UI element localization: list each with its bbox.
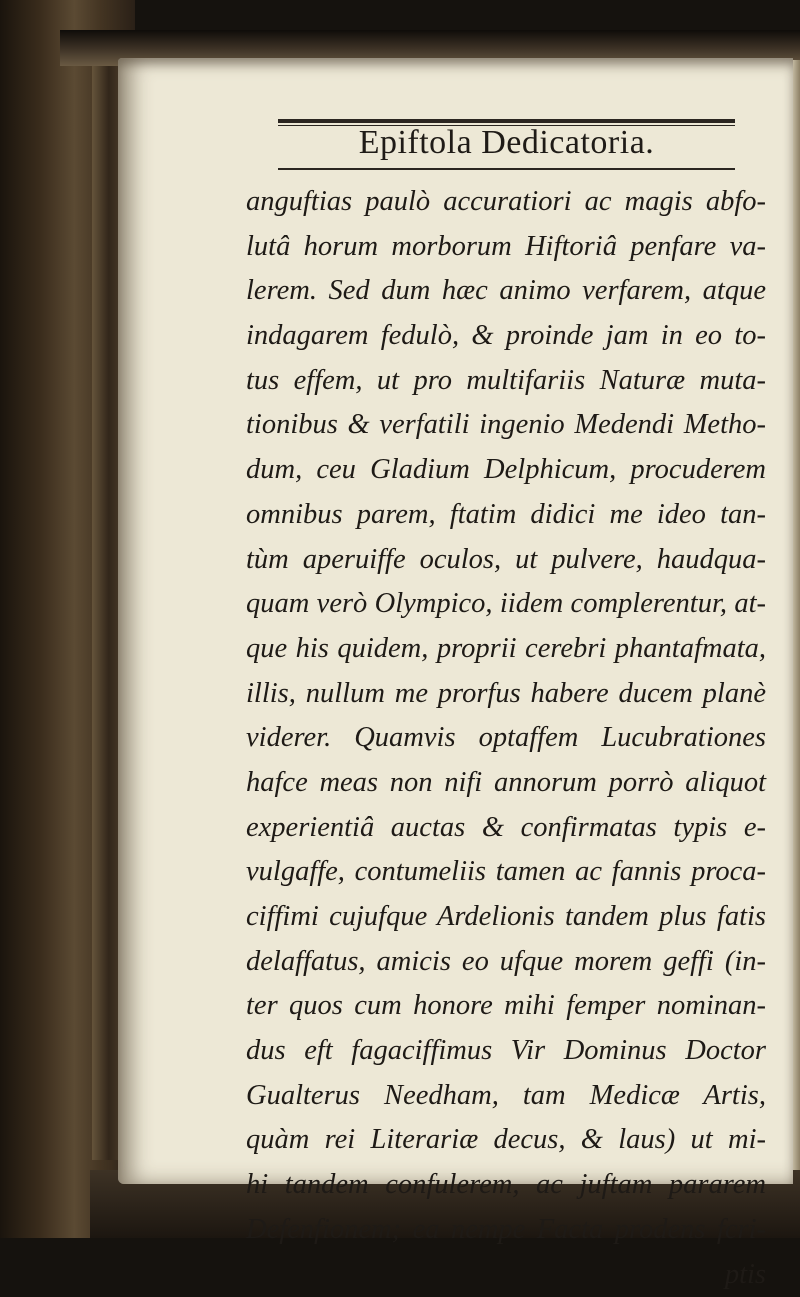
text-line: tùm aperuiffe oculos, ut pulvere, haudqua-: [246, 538, 766, 583]
running-header: Epiftola Dedicatoria.: [278, 124, 735, 162]
text-line: Gualterus Needham, tam Medicæ Artis,: [246, 1074, 766, 1119]
text-line: lutâ horum morborum Hiftoriâ penfare va-: [246, 225, 766, 270]
text-line: tus effem, ut pro multifariis Naturæ muta-: [246, 359, 766, 404]
text-line: hi tandem confulerem, ac juftam pararem: [246, 1163, 766, 1208]
text-line: hafce meas non nifi annorum porrò aliquot: [246, 761, 766, 806]
text-line: delaffatus, amicis eo ufque morem geffi (in-: [246, 940, 766, 985]
text-line: dum, ceu Gladium Delphicum, procuderem: [246, 448, 766, 493]
text-line: tionibus & verfatili ingenio Medendi Metho-: [246, 403, 766, 448]
text-line: lerem. Sed dum hæc animo verfarem, atque: [246, 269, 766, 314]
text-line: ciffimi cujufque Ardelionis tandem plus fatis: [246, 895, 766, 940]
text-line: ter quos cum honore mihi femper nominan-: [246, 984, 766, 1029]
text-line: indagarem fedulò, & proinde jam in eo to-: [246, 314, 766, 359]
body-text: [246, 180, 766, 1297]
text-line: dus eft fagaciffimus Vir Dominus Doctor: [246, 1029, 766, 1074]
spine-binding-strip: [92, 60, 120, 1160]
text-line: Defenfionem; ea nempe Facta prodens fcri-: [246, 1208, 766, 1253]
text-line: illis, nullum me prorfus habere ducem planè: [246, 672, 766, 717]
text-line: quam verò Olympico, iidem complerentur, at-: [246, 582, 766, 627]
catchword: ptis: [246, 1253, 766, 1297]
text-line: vulgaffe, contumeliis tamen ac fannis proca-: [246, 850, 766, 895]
text-line: quàm rei Literariæ decus, & laus) ut mi-: [246, 1118, 766, 1163]
header-underline: [278, 168, 735, 170]
text-line: que his quidem, proprii cerebri phantafmata,: [246, 627, 766, 672]
text-line: experientiâ auctas & confirmatas typis e-: [246, 806, 766, 851]
text-line: anguftias paulò accuratiori ac magis abfo-: [246, 180, 766, 225]
text-line: omnibus parem, ftatim didici me ideo tan-: [246, 493, 766, 538]
text-line: viderer. Quamvis optaffem Lucubrationes: [246, 716, 766, 761]
header-rule-thick: [278, 119, 735, 123]
